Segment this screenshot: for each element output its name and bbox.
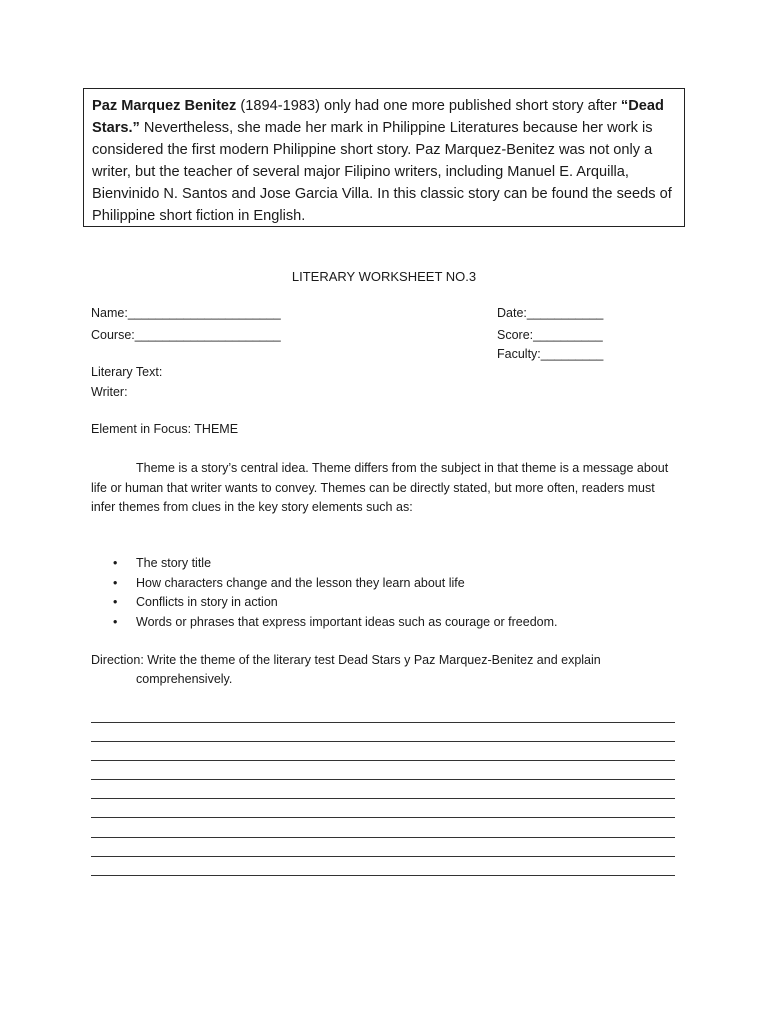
answer-line[interactable] [91,741,675,760]
list-item: • How characters change and the lesson they learn about life [91,574,558,594]
intro-box [83,88,685,227]
theme-paragraph-text: Theme is a story’s central idea. Theme differs from the subject in that theme is a message about life or human that writer wants to convey. Themes can be directly stated, but more often, readers must infer themes from clues in the key story elements such as: [91,461,669,514]
theme-paragraph [91,459,676,518]
element-focus-heading: Element in Focus: THEME [91,422,239,436]
answer-lines[interactable] [91,722,675,894]
answer-line[interactable] [91,722,675,741]
intro-text: Nevertheless, she made her mark in Philippine Literatures because her work is considered the first modern Philippine short story. Paz Marquez-Benitez was not only a writer, but the teacher of several major Filipino writers, including Manuel E. Arquilla, Bienvinido N. Santos and Jose Garcia Villa. In this classic story can be found the seeds of Philippine short fiction in English. [92,120,672,224]
date-field[interactable]: Date:___________ [497,306,604,320]
name-field[interactable]: Name:______________________ [91,306,281,320]
direction-continuation: comprehensively. [136,672,233,686]
answer-line[interactable] [91,760,675,779]
answer-line[interactable] [91,837,675,856]
story-title: “Dead Stars.” [92,98,664,136]
score-field[interactable]: Score:__________ [497,328,603,342]
answer-line[interactable] [91,875,675,894]
list-item: • Words or phrases that express important ideas such as courage or freedom. [91,613,558,633]
answer-line[interactable] [91,817,675,836]
answer-line[interactable] [91,798,675,817]
answer-line[interactable] [91,856,675,875]
answer-line[interactable] [91,779,675,798]
worksheet-title: LITERARY WORKSHEET NO.3 [291,269,477,284]
direction [91,651,676,689]
bullet-list [91,554,558,632]
list-item: • The story title [91,554,558,574]
direction-text: Direction: Write the theme of the literary test Dead Stars y Paz Marquez-Benitez and explain [91,653,601,667]
literary-text-label: Literary Text: [91,365,163,379]
faculty-field[interactable]: Faculty:_________ [497,347,604,361]
writer-label: Writer: [91,385,128,399]
course-field[interactable]: Course:_____________________ [91,328,281,342]
author-years: (1894-1983) only had one more published short story after [236,98,621,114]
author-name: Paz Marquez Benitez [92,98,237,114]
list-item: • Conflicts in story in action [91,593,558,613]
